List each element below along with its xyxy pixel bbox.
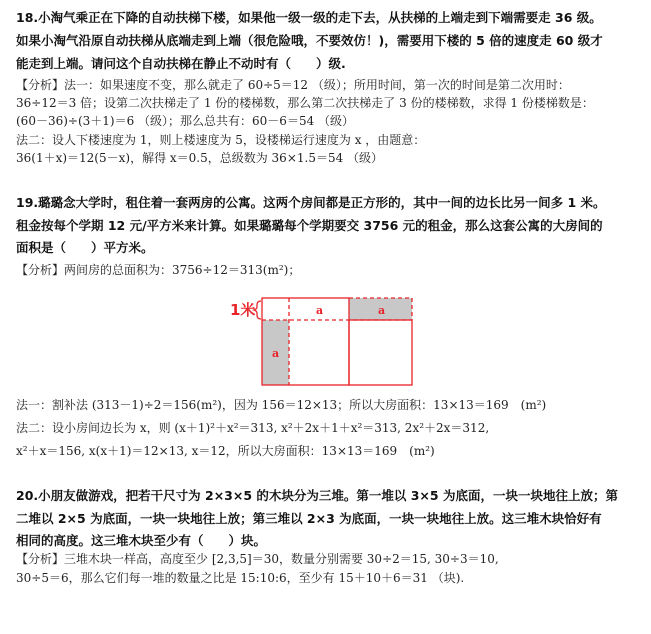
q20-line: 二堆以 2×5 为底面，一块一块地往上放；第三堆以 2×3 为底面，一块一块地往上放。这三堆木块恰好有: [16, 511, 602, 526]
q18-analysis: 【分析】法一：如果速度不变，那么就走了 60÷5＝12 （级）；所用时间，第一次的时间是第二次用时：: [16, 78, 570, 92]
q18-line: 18.小淘气乘正在下降的自动扶梯下楼，如果他一级一级的走下去，从扶梯的上端走到下端需要走 36 级。: [16, 10, 602, 25]
q20-analysis: 【分析】三堆木块一样高，高度至少 [2,3,5]＝30，数量分别需要 30÷2＝15, 30÷3＝10,: [16, 552, 499, 566]
q19-analysis: x²＋x＝156, x(x＋1)＝12×13, x＝12，所以大房面积：13×13＝169 (m²): [16, 444, 435, 458]
q18-analysis: 36÷12＝3 倍；设第二次扶梯走了 1 份的楼梯数，那么第二次扶梯走了 3 份的楼梯数，求得 1 份楼梯数是：: [16, 96, 594, 110]
q20-line: 相同的高度。这三堆木块至少有（ ）块。: [16, 533, 267, 548]
q19-line: 19.璐璐念大学时，租住着一套两房的公寓。这两个房间都是正方形的，其中一间的边长比另一间多 1 米。: [16, 195, 606, 210]
label-a: a: [272, 347, 280, 360]
large-room-outline: [349, 320, 412, 385]
q19-line: 租金按每个学期 12 元/平方米来计算。如果璐璐每个学期要交 3756 元的租金，那么这套公寓的大房间的: [16, 218, 603, 233]
room-diagram: [228, 294, 418, 390]
q18-analysis: (60－36)÷(3＋1)＝6 （级）；那么总共有：60－6＝54 （级）: [16, 114, 355, 128]
label-a: a: [316, 304, 324, 317]
side-label: 1米: [230, 301, 256, 319]
q19-analysis: 法一：割补法 (313－1)÷2＝156(m²)，因为 156＝12×13；所以大房面积：13×13＝169 (m²): [16, 398, 547, 412]
q19-analysis: 法二：设小房间边长为 x，则 (x＋1)²＋x²＝313, x²＋2x＋1＋x²＝313, 2x²＋2x＝312,: [16, 421, 490, 435]
label-a: a: [378, 304, 386, 317]
q18-line: 如果小淘气沿原自动扶梯从底端走到上端（很危险哦，不要效仿！)，需要用下楼的 5 倍的速度走 60 级才: [16, 33, 603, 48]
q20-analysis: 30÷5＝6，那么它们每一堆的数量之比是 15:10:6，至少有 15＋10＋6＝31 （块).: [16, 571, 465, 585]
q20-line: 20.小朋友做游戏，把若干尺寸为 2×3×5 的木块分为三堆。第一堆以 3×5 为底面，一块一块地往上放；第: [16, 488, 618, 503]
q18-line: 能走到上端。请问这个自动扶梯在静止不动时有（ ）级.: [16, 56, 346, 71]
q18-analysis: 36(1＋x)＝12(5－x)，解得 x＝0.5，总级数为 36×1.5＝54 （级）: [16, 151, 384, 165]
q18-analysis: 法二：设人下楼速度为 1，则上楼速度为 5，设楼梯运行速度为 x ，由题意：: [16, 133, 426, 147]
q19-analysis-intro: 【分析】两间房的总面积为：3756÷12＝313(m²)；: [16, 263, 301, 277]
q19-line: 面积是（ ）平方米。: [16, 240, 154, 255]
